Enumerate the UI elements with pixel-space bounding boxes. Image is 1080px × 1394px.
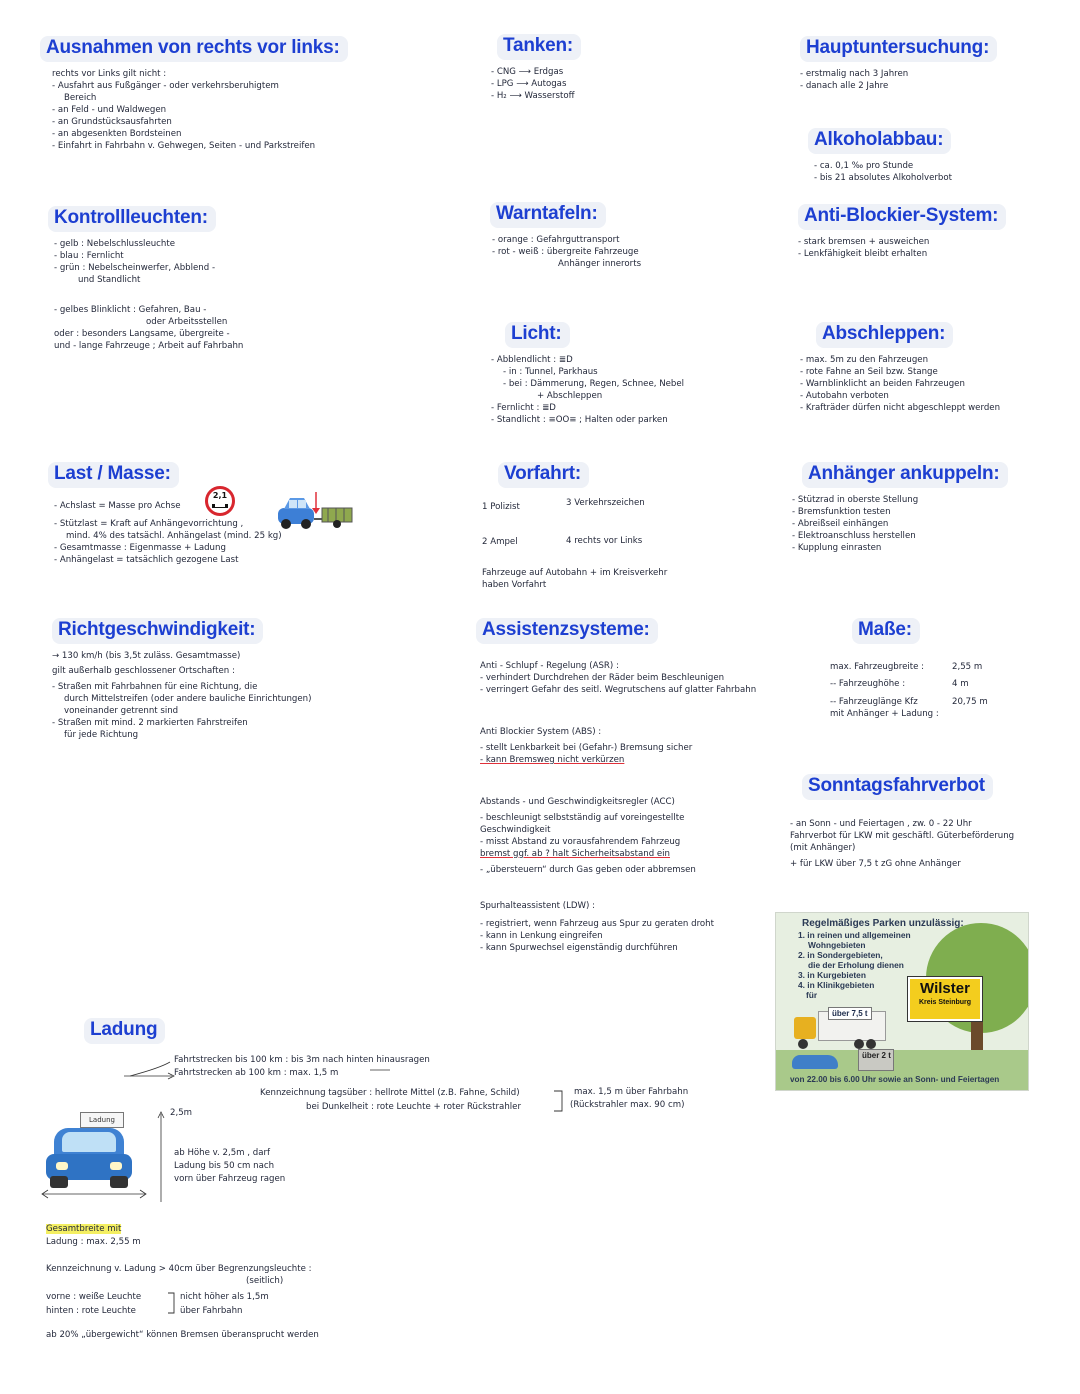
text-line: mind. 4% des tatsächl. Anhängelast (mind. 25 kg)	[66, 531, 282, 541]
heading-licht: Licht:	[505, 322, 570, 348]
acc-line: Geschwindigkeit	[480, 825, 551, 835]
text-line: - orange : Gefahrguttransport	[492, 235, 620, 245]
ladung-bracket	[552, 1090, 568, 1114]
axle-load-sign-icon	[205, 486, 235, 516]
ladung-box	[80, 1112, 124, 1128]
breite-line: Ladung : max. 2,55 m	[46, 1237, 141, 1247]
text-line: - bis 21 absolutes Alkoholverbot	[814, 173, 952, 183]
text-line: + Abschleppen	[537, 391, 603, 401]
text-line: - an Feld - und Waldwegen	[52, 105, 167, 115]
vorne-hinten-bracket	[166, 1292, 178, 1318]
text-line: - Krafträder dürfen nicht abgeschleppt werden	[800, 403, 1001, 413]
acc-line: - misst Abstand zu vorausfahrendem Fahrzeug	[480, 837, 681, 847]
fuel-name: Autogas	[531, 79, 567, 89]
section-anhaenger	[792, 462, 1008, 554]
text-line: - Einfahrt in Fahrbahn v. Gehwegen, Seiten - und Parkstreifen	[52, 141, 316, 151]
nicht-hoeher-line	[180, 1292, 269, 1302]
text-line: - Abblendlicht : ≣D	[491, 355, 573, 365]
town-sign-city: Wilster	[920, 980, 970, 997]
text-line: - Lenkfähigkeit bleibt erhalten	[798, 249, 928, 259]
parking-sign-image	[775, 912, 1029, 1091]
text-line: - Straßen mit Fahrbahnen für eine Richtung, die	[52, 682, 258, 692]
vorfahrt-item: 4 rechts vor Links	[566, 536, 643, 546]
truck-icon	[794, 1017, 884, 1045]
heading-tanken: Tanken:	[497, 34, 581, 60]
ueber-fahrbahn-line: über Fahrbahn	[180, 1306, 243, 1316]
text-line: - gelb : Nebelschlussleuchte	[54, 239, 176, 249]
text-line: - Straßen mit mind. 2 markierten Fahrstreifen	[52, 718, 248, 728]
vorfahrt-note: haben Vorfahrt	[482, 580, 547, 590]
text-line: - Bremsfunktion testen	[792, 507, 891, 517]
section-richtgeschwindigkeit	[52, 618, 311, 741]
text-line: - Anhängelast = tatsächlich gezogene Last	[54, 555, 239, 565]
acc-line: bremst ggf. ab ? halt Sicherheitsabstand ein	[480, 849, 670, 859]
height-label: 2,5m	[170, 1108, 193, 1118]
text-line: - Achslast = Masse pro Achse	[54, 501, 181, 511]
section-tanken	[491, 34, 581, 102]
masse-label: -- Fahrzeughöhe :	[830, 679, 906, 689]
section-vorfahrt	[498, 462, 589, 488]
asr-line: - verringert Gefahr des seitl. Wegrutschens auf glatter Fahrbahn	[480, 685, 757, 695]
tanken-row	[491, 78, 581, 90]
abs-line: - kann Bremsweg nicht verkürzen	[480, 755, 625, 765]
abs-line: Anti Blockier System (ABS) :	[480, 727, 602, 737]
text-line: - erstmalig nach 3 Jahren	[800, 69, 909, 79]
heading-richtgeschwindigkeit: Richtgeschwindigkeit:	[52, 618, 263, 644]
ladung-strecke: Fahrtstrecken ab 100 km : max. 1,5 m	[174, 1068, 339, 1078]
vorfahrt-item: 2 Ampel	[482, 537, 518, 547]
hinten-line: hinten : rote Leuchte	[46, 1306, 136, 1316]
hoehe-line: Ladung bis 50 cm nach	[174, 1161, 275, 1171]
ladung-kennzeichnung: Kennzeichnung tagsüber : hellrote Mittel (z.B. Fahne, Schild)	[260, 1088, 520, 1098]
ldw-line: - kann Spurwechsel eigenständig durchführen	[480, 943, 678, 953]
truck-label: über 7,5 t	[828, 1007, 872, 1020]
text-line: voneinander getrennt sind	[64, 706, 179, 716]
vorne-line: vorne : weiße Leuchte	[46, 1292, 142, 1302]
text-line: - rote Fahne an Seil bzw. Stange	[800, 367, 938, 377]
text-line: - rot - weiß : übergreite Fahrzeuge	[492, 247, 639, 257]
kennz-ladung-line: Kennzeichnung v. Ladung > 40cm über Begrenzungsleuchte :	[46, 1264, 312, 1274]
heading-vorfahrt: Vorfahrt:	[498, 462, 589, 488]
text-line: - Gesamtmasse : Eigenmasse + Ladung	[54, 543, 226, 553]
text-line: - Fernlicht : ≣D	[491, 403, 556, 413]
vorfahrt-note: Fahrzeuge auf Autobahn + im Kreisverkehr	[482, 568, 668, 578]
heading-last-masse: Last / Masse:	[48, 462, 179, 488]
section-hauptuntersuchung	[800, 36, 997, 92]
arrow-icon: ⟶	[509, 91, 522, 101]
acc-line: - beschleunigt selbstständig auf voreingestellte	[480, 813, 685, 823]
parken-footer: von 22.00 bis 6.00 Uhr sowie an Sonn- und Feiertagen	[790, 1075, 1000, 1084]
text-line: - Warnblinklicht an beiden Fahrzeugen	[800, 379, 965, 389]
arrow-icon: ⟶	[516, 79, 529, 89]
abs-line: - stellt Lenkbarkeit bei (Gefahr-) Bremsung sicher	[480, 743, 693, 753]
heading-warntafeln: Warntafeln:	[490, 202, 606, 228]
text-line: - ca. 0,1 ‰ pro Stunde	[814, 161, 914, 171]
section-sonntagsfahrverbot	[790, 774, 1015, 870]
breite-line	[46, 1224, 121, 1234]
masse-label: max. Fahrzeugbreite :	[830, 662, 925, 672]
ladung-brace-lines	[120, 1058, 340, 1078]
kennz-ladung-line: (seitlich)	[246, 1276, 284, 1286]
section-alkohol	[808, 128, 952, 184]
heading-ladung: Ladung	[84, 1018, 165, 1044]
text-line: - stark bremsen + ausweichen	[798, 237, 930, 247]
fuel-code: - CNG	[491, 67, 516, 77]
acc-line: - „übersteuern“ durch Gas geben oder abbremsen	[480, 865, 696, 875]
section-kontrollleuchten	[48, 206, 243, 352]
text-line: - Stützrad in oberste Stellung	[792, 495, 919, 505]
breite-text: Gesamtbreite mit	[46, 1224, 122, 1234]
text-line: - an abgesenkten Bordsteinen	[52, 129, 182, 139]
text-line: + für LKW über 7,5 t zG ohne Anhänger	[790, 859, 961, 869]
masse-value: 2,55 m	[952, 662, 983, 672]
masse-label: -- Fahrzeuglänge Kfz	[830, 697, 918, 707]
text-line: - grün : Nebelscheinwerfer, Abblend -	[54, 263, 216, 273]
heading-masse: Maße:	[852, 618, 920, 644]
section-assistenzsysteme	[476, 618, 756, 954]
fuel-name: Wasserstoff	[524, 91, 575, 101]
text-line: gilt außerhalb geschlossener Ortschaften :	[52, 666, 235, 676]
town-sign	[908, 977, 982, 1021]
text-line: - bei : Dämmerung, Regen, Schnee, Nebel	[503, 379, 685, 389]
heading-abschleppen: Abschleppen:	[816, 322, 953, 348]
text-line: rechts vor Links gilt nicht :	[52, 69, 167, 79]
section-abs	[798, 204, 1006, 260]
section-last-masse	[48, 462, 282, 566]
vertical-dimension-line	[156, 1112, 166, 1204]
heading-hauptuntersuchung: Hauptuntersuchung:	[800, 36, 997, 62]
text-line: - gelbes Blinklicht : Gefahren, Bau -	[54, 305, 207, 315]
text-line: (mit Anhänger)	[790, 843, 856, 853]
parken-line: 1. in reinen und allgemeinen	[798, 930, 911, 940]
heading-assistenzsysteme: Assistenzsysteme:	[476, 618, 658, 644]
hoehe-line: ab Höhe v. 2,5m , darf	[174, 1148, 271, 1158]
masse-value: 4 m	[952, 679, 969, 689]
axle-sign-text: 2,1	[212, 491, 228, 500]
tanken-row	[491, 90, 581, 102]
parken-line: für	[806, 990, 818, 1000]
ladung-kennz-right: (Rückstrahler max. 90 cm)	[570, 1100, 685, 1110]
parken-line: 3. in Kurgebieten	[798, 970, 866, 980]
text-line: Anhänger innerorts	[558, 259, 642, 269]
heading-sonntagsfahrverbot: Sonntagsfahrverbot	[802, 774, 993, 800]
ldw-line: Spurhalteassistent (LDW) :	[480, 901, 596, 911]
asr-line: Anti - Schlupf - Regelung (ASR) :	[480, 661, 619, 671]
heading-kontrollleuchten: Kontrollleuchten:	[48, 206, 216, 232]
text-line: oder : besonders Langsame, übergreite -	[54, 329, 230, 339]
fuel-code: - H₂	[491, 91, 507, 101]
text-line: oder Arbeitsstellen	[146, 317, 228, 327]
tanken-row	[491, 66, 581, 78]
text-line: und Standlicht	[78, 275, 141, 285]
ladung-kennzeichnung: bei Dunkelheit : rote Leuchte + roter Rückstrahler	[306, 1102, 521, 1112]
nicht-hoeher-text: nicht höher als 1,5m	[180, 1292, 269, 1302]
horizontal-dimension-line	[40, 1188, 148, 1200]
text-line: durch Mittelstreifen (oder andere bauliche Einrichtungen)	[64, 694, 312, 704]
masse-label: mit Anhänger + Ladung :	[830, 709, 939, 719]
masse-value: 20,75 m	[952, 697, 988, 707]
text-line: - Stützlast = Kraft auf Anhängevorrichtung ,	[54, 519, 244, 529]
uebergewicht-line: ab 20% „übergewicht“ können Bremsen überansprucht werden	[46, 1330, 319, 1340]
section-warntafeln	[490, 202, 641, 270]
text-line: → 130 km/h (bis 3,5t zuläss. Gesamtmasse)	[52, 651, 241, 661]
text-line: - an Grundstücksausfahrten	[52, 117, 172, 127]
text-line: - Kupplung einrasten	[792, 543, 882, 553]
car-icon	[792, 1055, 838, 1069]
text-line: - Elektroanschluss herstellen	[792, 531, 916, 541]
ladung-box-label: Ladung	[89, 1116, 115, 1124]
fuel-name: Erdgas	[533, 67, 564, 77]
parken-line: 4. in Klinikgebieten	[798, 980, 875, 990]
fuel-code: - LPG	[491, 79, 514, 89]
parken-heading: Regelmäßiges Parken unzulässig:	[802, 918, 964, 929]
text-line: - Standlicht : ≡OO≡ ; Halten oder parken	[491, 415, 668, 425]
arrow-icon: ⟶	[518, 67, 531, 77]
text-line: - max. 5m zu den Fahrzeugen	[800, 355, 929, 365]
text-line: Bereich	[64, 93, 97, 103]
text-line: - in : Tunnel, Parkhaus	[503, 367, 598, 377]
car-trailer-icon	[276, 492, 356, 532]
town-sign-district: Kreis Steinburg	[918, 999, 972, 1006]
hoehe-line: vorn über Fahrzeug ragen	[174, 1174, 286, 1184]
section-ausnahmen	[40, 36, 348, 152]
text-line: für jede Richtung	[64, 730, 139, 740]
ldw-line: - registriert, wenn Fahrzeug aus Spur zu geraten droht	[480, 919, 714, 929]
parken-line: 2. in Sondergebieten,	[798, 950, 883, 960]
section-ladung	[84, 1018, 165, 1044]
asr-line: - verhindert Durchdrehen der Räder beim Beschleunigen	[480, 673, 725, 683]
acc-line: Abstands - und Geschwindigkeitsregler (ACC)	[480, 797, 675, 807]
text-line: Fahrverbot für LKW mit geschäftl. Güterbeförderung	[790, 831, 1015, 841]
text-line: - an Sonn - und Feiertagen , zw. 0 - 22 Uhr	[790, 819, 972, 829]
text-line: - Ausfahrt aus Fußgänger - oder verkehrsberuhigtem	[52, 81, 279, 91]
heading-ausnahmen: Ausnahmen von rechts vor links:	[40, 36, 348, 62]
ldw-line: - kann in Lenkung eingreifen	[480, 931, 603, 941]
text-line: und - lange Fahrzeuge ; Arbeit auf Fahrbahn	[54, 341, 244, 351]
heading-anhaenger: Anhänger ankuppeln:	[802, 462, 1008, 488]
parken-line: Wohngebieten	[808, 940, 866, 950]
section-licht	[491, 322, 685, 426]
trailer-label: über 2 t	[862, 1051, 891, 1060]
parken-line: die der Erholung dienen	[808, 960, 904, 970]
section-masse	[852, 618, 920, 644]
text-line: - Abreißseil einhängen	[792, 519, 889, 529]
text-line: - Autobahn verboten	[800, 391, 889, 401]
vorfahrt-item: 3 Verkehrszeichen	[566, 498, 645, 508]
section-abschleppen	[800, 322, 1001, 414]
ladung-strecke: Fahrtstrecken bis 100 km : bis 3m nach hinten hinausragen	[174, 1055, 430, 1065]
ladung-kennz-right: max. 1,5 m über Fahrbahn	[574, 1087, 689, 1097]
text-line: - danach alle 2 Jahre	[800, 81, 889, 91]
text-line: - blau : Fernlicht	[54, 251, 124, 261]
heading-abs: Anti-Blockier-System:	[798, 204, 1006, 230]
vorfahrt-item: 1 Polizist	[482, 502, 520, 512]
heading-alkohol: Alkoholabbau:	[808, 128, 951, 154]
